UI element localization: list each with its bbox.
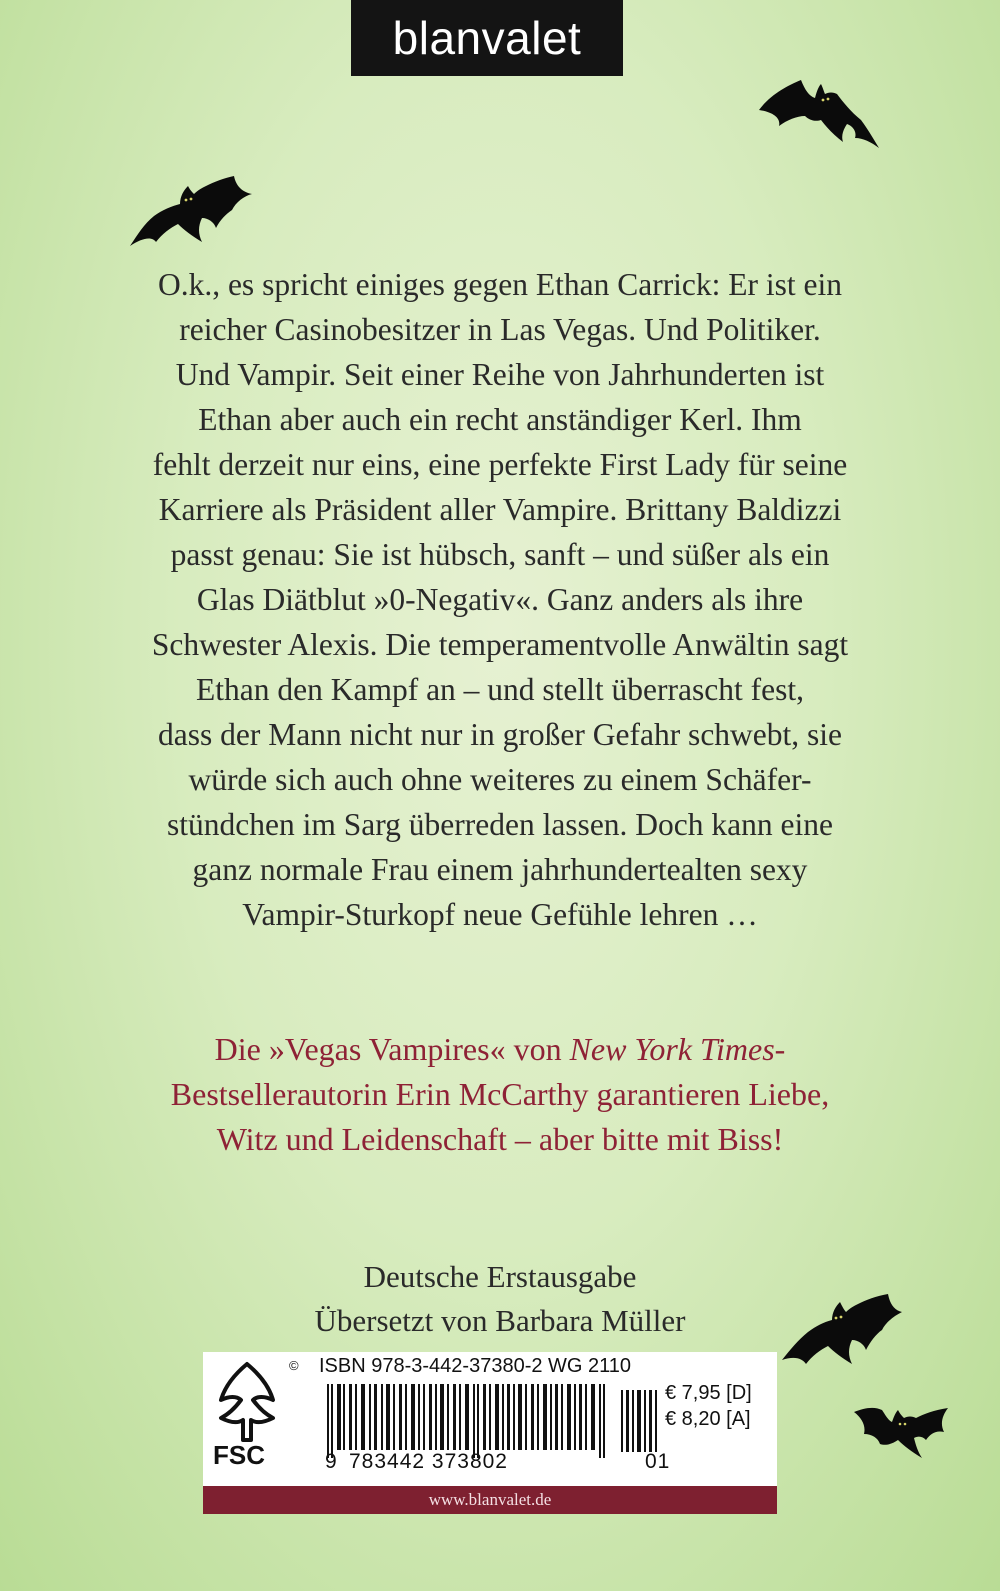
- blurb-line: fehlt derzeit nur eins, eine perfekte First Lady für seine: [152, 447, 848, 482]
- blurb-line: dass der Mann nicht nur in großer Gefahr schwebt, sie: [157, 717, 843, 752]
- bat-icon-top-left: [128, 172, 256, 252]
- blurb-line: Karriere als Präsident aller Vampire. Brittany Baldizzi: [158, 492, 842, 527]
- blurb-line: ganz normale Frau einem jahrhundertealten sexy: [192, 852, 808, 887]
- ean-digits: 783442 373802: [349, 1450, 508, 1473]
- blurb-line: würde sich auch ohne weiteres zu einem Schäfer-: [188, 762, 812, 797]
- barcode-icon: [319, 1384, 659, 1458]
- promo-line-1-start: Die »Vegas Vampires« von: [214, 1031, 570, 1067]
- ean-addon: 01: [645, 1450, 671, 1473]
- blurb-line: Und Vampir. Seit einer Reihe von Jahrhunderten ist: [175, 357, 825, 392]
- promo-line-3: Witz und Leidenschaft – aber bitte mit Biss!: [216, 1121, 784, 1157]
- promo-line-1-end: -: [774, 1031, 786, 1067]
- promo-nyt-italic: New York Times: [569, 1031, 775, 1067]
- blurb-line: reicher Casinobesitzer in Las Vegas. Und Politiker.: [179, 312, 821, 347]
- publisher-logo: blanvalet: [351, 0, 623, 76]
- translator-label: Übersetzt von Barbara Müller: [314, 1303, 686, 1338]
- blurb-line: stündchen im Sarg überreden lassen. Doch kann eine: [167, 807, 833, 842]
- promo-line-2: Bestsellerautorin Erin McCarthy garantieren Liebe,: [170, 1076, 830, 1112]
- blurb-line: Vampir-Sturkopf neue Gefühle lehren …: [242, 897, 758, 932]
- blurb-line: passt genau: Sie ist hübsch, sanft – und süßer als ein: [170, 537, 830, 572]
- bat-icon-bottom-right-2: [852, 1398, 952, 1460]
- promo-text: [70, 1027, 930, 1162]
- website-bar: [203, 1486, 777, 1514]
- barcode-panel: [203, 1352, 777, 1514]
- blurb-text: [70, 262, 930, 937]
- blurb-line: Ethan den Kampf an – und stellt überrascht fest,: [196, 672, 804, 707]
- blurb-line: O.k., es spricht einiges gegen Ethan Carrick: Er ist ein: [157, 267, 843, 302]
- website-url: www.blanvalet.de: [428, 1490, 552, 1509]
- blurb-line: Ethan aber auch ein recht anständiger Kerl. Ihm: [198, 402, 802, 437]
- price-austria: € 8,20 [A]: [665, 1408, 751, 1430]
- blurb-line: Schwester Alexis. Die temperamentvolle Anwältin sagt: [151, 627, 849, 662]
- edition-label: Deutsche Erstausgabe: [363, 1259, 637, 1294]
- promo-line-1: [70, 1027, 930, 1072]
- blurb-line: Glas Diätblut »0-Negativ«. Ganz anders als ihre: [196, 582, 804, 617]
- fsc-label: FSC: [213, 1440, 265, 1470]
- ean-first-digit: 9: [325, 1450, 338, 1473]
- copyright-symbol: ©: [289, 1358, 299, 1373]
- bat-icon-top-right: [757, 76, 882, 154]
- isbn-label: ISBN 978-3-442-37380-2 WG 2110: [319, 1355, 632, 1377]
- price-germany: € 7,95 [D]: [665, 1382, 752, 1404]
- edition-info: [150, 1255, 850, 1343]
